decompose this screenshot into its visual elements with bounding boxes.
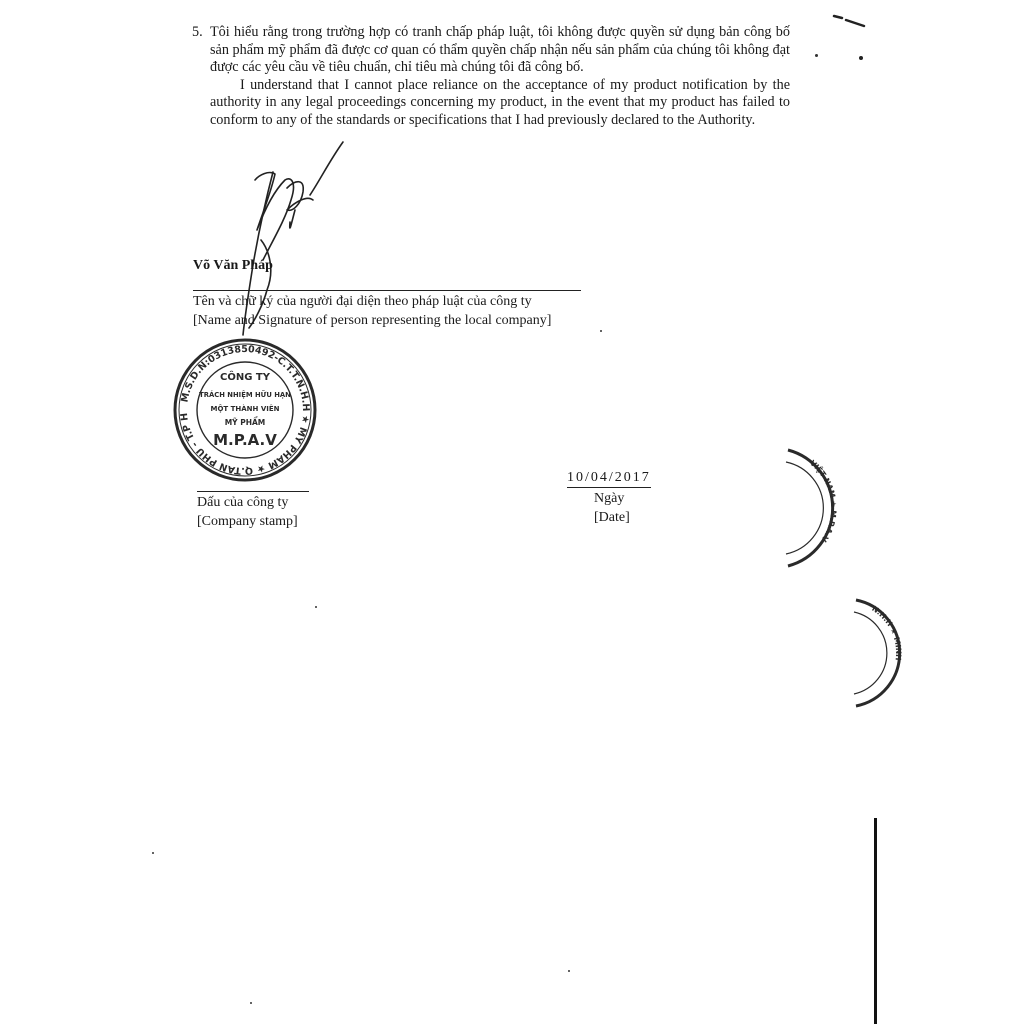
clause-text-english: I understand that I cannot place reliance on the acceptance of my product notification by the authority in any legal proceedings concerning my product, in the event that my product has failed to conform to any of the standards or specifications that I had previously declared to the Authority. xyxy=(210,76,790,128)
stamp-line xyxy=(197,491,309,492)
scan-speck xyxy=(152,852,154,854)
scan-edge-line xyxy=(874,818,877,1024)
stamp-caption-vietnamese: Dấu của công ty xyxy=(197,495,289,510)
partial-seal-upper xyxy=(760,448,839,568)
date-caption-english: [Date] xyxy=(594,510,630,525)
stamp-ring-text: M.S.D.N:0313850492-C.T.T.N.H.H ★ MY PHAM ★ Q.TAN PHU - T.P HO CHI MINH ★ xyxy=(167,329,312,477)
stamp-center-line-1: CÔNG TY xyxy=(220,372,270,383)
clause-5 xyxy=(192,24,790,130)
signature-caption-english: [Name and Signature of person representing the local company] xyxy=(193,313,552,328)
scan-speck xyxy=(600,330,602,332)
scan-speck xyxy=(250,1002,252,1004)
stamp-center-line-4: MỸ PHẨM xyxy=(224,418,266,427)
scan-speck xyxy=(315,606,317,608)
scan-mark-top-right xyxy=(832,10,872,70)
scan-speck xyxy=(568,970,570,972)
signature-caption xyxy=(193,292,551,330)
signature-caption-vietnamese: Tên và chữ ký của người đại diện theo pháp luật của công ty xyxy=(193,294,532,309)
stamp-caption xyxy=(197,493,298,531)
partial-seal-lower xyxy=(830,598,904,708)
stamp-caption-english: [Company stamp] xyxy=(197,514,298,529)
stamp-center-line-5: M.P.A.V xyxy=(213,431,277,449)
signer-name: Võ Văn Pháp xyxy=(193,258,273,273)
stamp-center-line-2: TRÁCH NHIỆM HỮU HẠN xyxy=(199,391,291,399)
clause-text-vietnamese: Tôi hiểu rằng trong trường hợp có tranh chấp pháp luật, tôi không được quyền sử dụng bản công bố sản phẩm mỹ phẩm đã được cơ quan có thẩm quyền chấp nhận nếu sản phẩm của chúng tôi không đạt được các yêu cầu về tiêu chuẩn, chỉ tiêu mà chúng tôi đã công bố. xyxy=(210,24,790,76)
date-value: 10/04/2017 xyxy=(567,470,651,488)
scan-speck xyxy=(815,54,818,57)
clause-number: 5. xyxy=(192,24,203,40)
date-caption-vietnamese: Ngày xyxy=(594,491,625,506)
partial-seal-upper-text: VIỆT NAM ★ M.P.A.V xyxy=(808,458,839,544)
date-caption xyxy=(594,489,630,527)
signature-line xyxy=(193,290,581,291)
company-stamp xyxy=(167,329,318,483)
stamp-center-line-3: MỘT THÀNH VIÊN xyxy=(210,405,280,413)
partial-seal-lower-text: N.H.H ★ MINH xyxy=(870,603,904,661)
